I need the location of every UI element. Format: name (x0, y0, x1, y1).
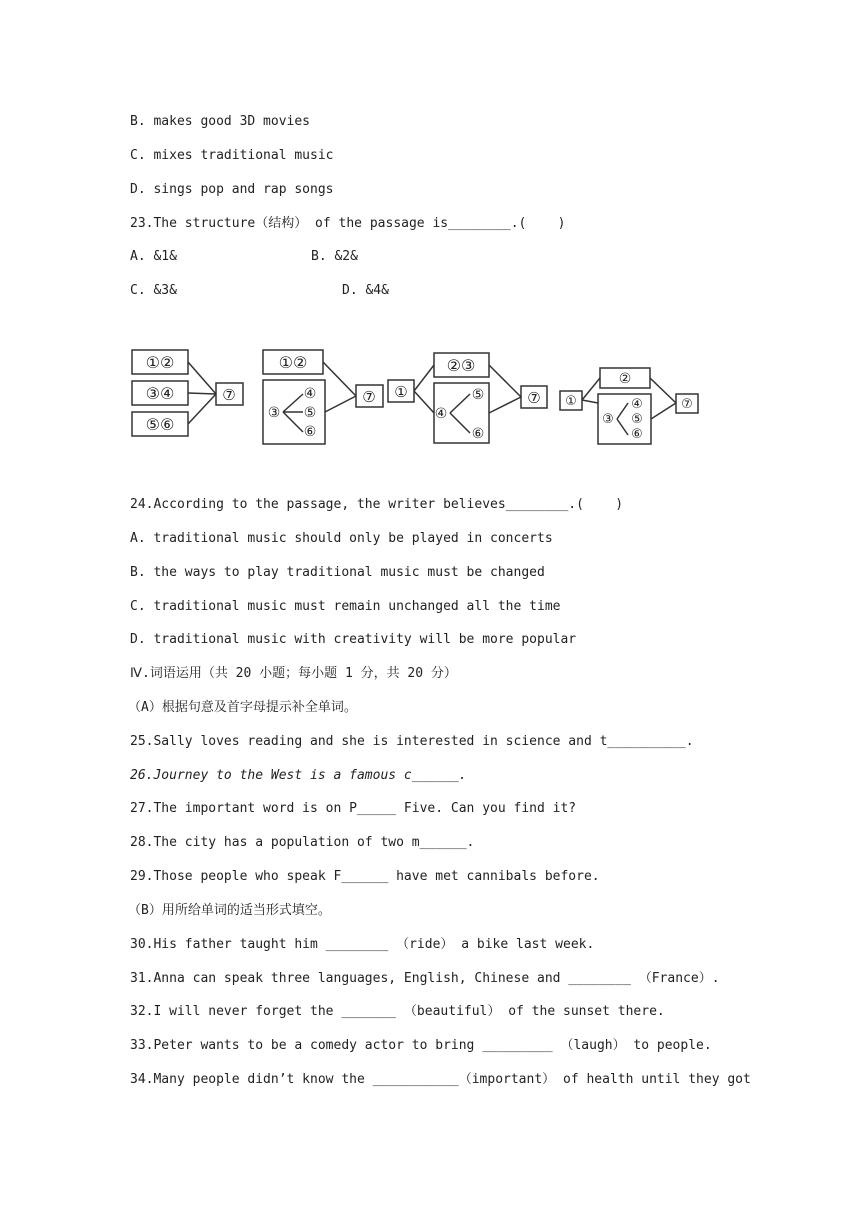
option-23d: D. &4& (342, 283, 389, 298)
d4-t5: ⑤ (631, 412, 643, 427)
question-23: 23.The structure（结构） of the passage is________.( ) (130, 216, 566, 231)
question-26: 26.Journey to the West is a famous c______. (130, 768, 467, 783)
section-4-heading: Ⅳ.词语运用（共 20 小题；每小题 1 分，共 20 分） (130, 666, 457, 681)
d2-t6: ⑦ (362, 388, 376, 406)
d3-t6: ⑦ (527, 389, 541, 407)
diagram-1 (132, 350, 243, 436)
d3-t1: ① (394, 383, 408, 401)
option-22d: D. sings pop and rap songs (130, 182, 334, 197)
option-23a: A. &1& (130, 249, 177, 264)
structure-diagrams (128, 343, 708, 453)
d4-t6: ⑥ (631, 427, 643, 442)
d2-t3: ④ (303, 386, 317, 402)
d2-t5: ⑥ (303, 424, 317, 440)
question-32: 32.I will never forget the _______ （beautiful） of the sunset there. (130, 1004, 665, 1019)
d4-t1: ① (565, 394, 577, 409)
question-25: 25.Sally loves reading and she is interested in science and t__________. (130, 734, 694, 749)
d2-t4: ⑤ (303, 405, 317, 421)
section-b-heading: （B）用所给单词的适当形式填空。 (128, 903, 331, 918)
d4-t4: ④ (631, 397, 643, 412)
d1-t4: ⑦ (222, 386, 236, 404)
d3-t3: ④ (434, 406, 448, 422)
option-23b: B. &2& (311, 249, 358, 264)
d3-t5: ⑥ (471, 426, 485, 442)
question-29: 29.Those people who speak F______ have met cannibals before. (130, 869, 600, 884)
option-22b: B. makes good 3D movies (130, 114, 311, 129)
option-24d: D. traditional music with creativity will be more popular (130, 632, 577, 647)
d4-t3: ③ (602, 412, 614, 427)
d1-t2: ③④ (145, 384, 175, 403)
diagram-3 (388, 353, 547, 443)
question-33: 33.Peter wants to be a comedy actor to bring _________ （laugh） to people. (130, 1038, 712, 1053)
d2-t2: ③ (267, 405, 281, 421)
section-a-heading: （A）根据句意及首字母提示补全单词。 (128, 700, 357, 715)
question-30: 30.His father taught him ________ （ride） a bike last week. (130, 937, 595, 952)
d3-t4: ⑤ (471, 387, 485, 403)
question-27: 27.The important word is on P_____ Five. Can you find it? (130, 801, 577, 816)
question-24: 24.According to the passage, the writer believes________.( ) (130, 497, 624, 512)
diagram-2 (263, 350, 383, 444)
question-31: 31.Anna can speak three languages, English, Chinese and ________ （France）. (130, 971, 720, 986)
option-22c: C. mixes traditional music (130, 148, 334, 163)
d4-t2: ② (618, 371, 632, 387)
option-24a: A. traditional music should only be played in concerts (130, 531, 553, 546)
d3-t2: ②③ (446, 356, 476, 375)
option-24c: C. traditional music must remain unchanged all the time (130, 599, 561, 614)
option-24b: B. the ways to play traditional music must be changed (130, 565, 545, 580)
diagram-4 (560, 368, 698, 444)
d2-t1: ①② (278, 353, 308, 372)
d4-t7: ⑦ (681, 397, 693, 412)
d1-t3: ⑤⑥ (145, 415, 175, 434)
d1-t1: ①② (145, 353, 175, 372)
question-34: 34.Many people didn’t know the ___________（important） of health until they got (130, 1072, 751, 1087)
option-23c: C. &3& (130, 283, 177, 298)
question-28: 28.The city has a population of two m______. (130, 835, 475, 850)
